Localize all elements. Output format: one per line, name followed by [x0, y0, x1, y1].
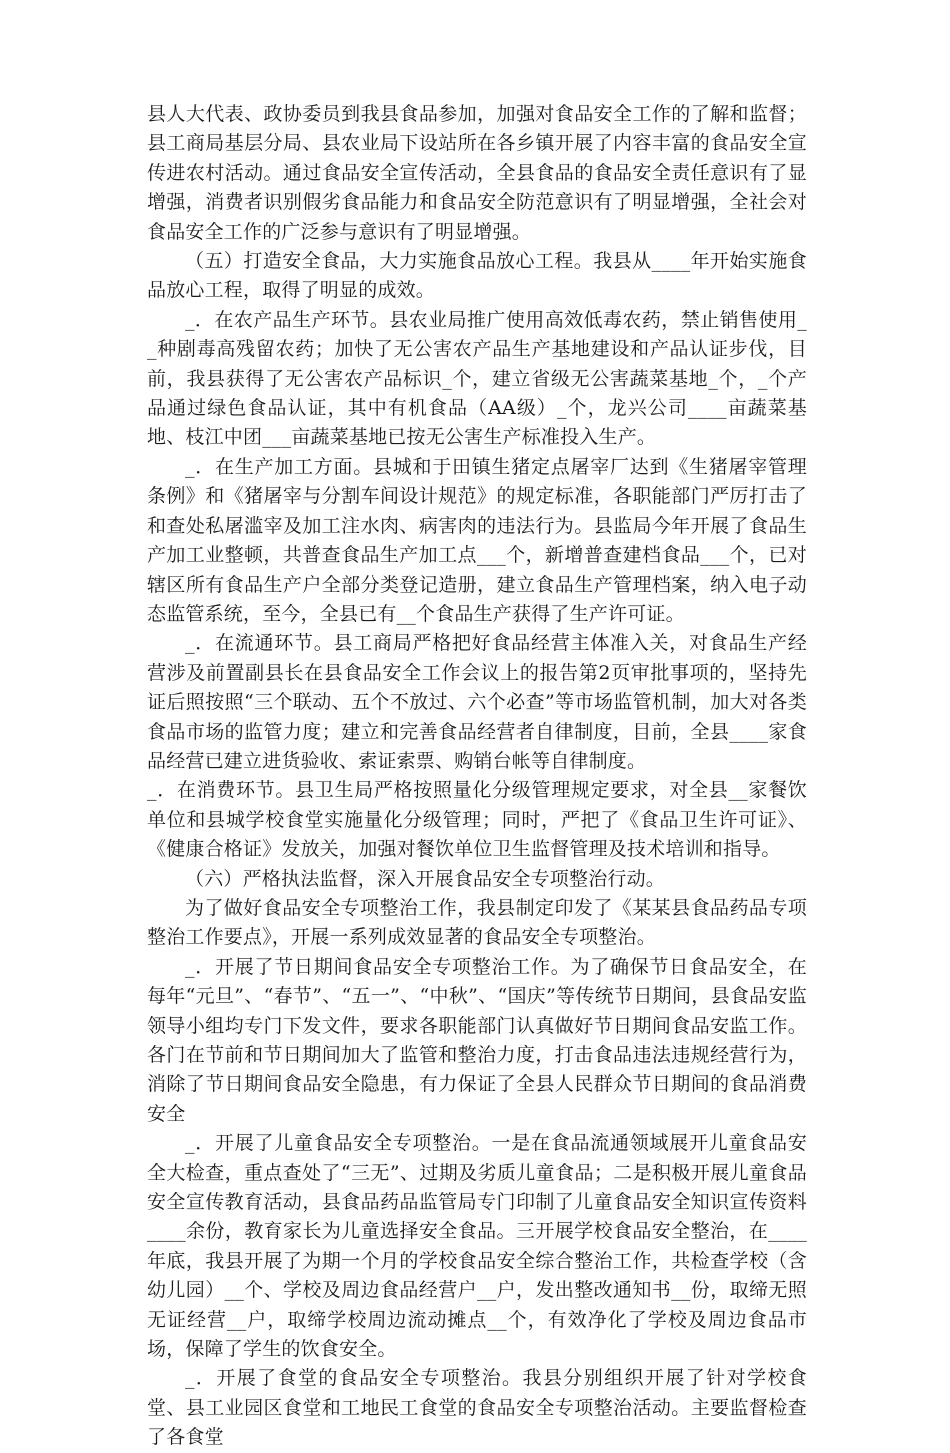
paragraph-consumption: _．在消费环节。县卫生局严格按照量化分级管理规定要求，对全县__家餐饮单位和县城学校食堂实施量化分级管理；同时，严把了《食品卫生许可证》、《健康合格证》发放关，加强对餐饮单位卫生监督管理及技术培训和指导。: [147, 779, 807, 861]
paragraph-agricultural-production: _．在农产品生产环节。县农业局推广使用高效低毒农药，禁止销售使用__种剧毒高残留农药；加快了无公害农产品生产基地建设和产品认证步伐，目前，我县获得了无公害农产品标识_个，建立省级无公害蔬菜基地_个，_个产品通过绿色食品认证，其中有机食品（AA级）_个，龙兴公司____亩蔬菜基地、枝江中团___亩蔬菜基地已按无公害生产标准投入生产。: [147, 308, 807, 449]
paragraph-special-rectification-intro: 为了做好食品安全专项整治工作，我县制定印发了《某某县食品药品专项整治工作要点》，开展一系列成效显著的食品安全专项整治。: [147, 896, 807, 949]
document-body: [147, 100, 807, 1453]
paragraph-publicity-summary: 县人大代表、政协委员到我县食品参加，加强对食品安全工作的了解和监督；县工商局基层分局、县农业局下设站所在各乡镇开展了内容丰富的食品安全宣传进农村活动。通过食品安全宣传活动，全县食品的食品安全责任意识有了显增强，消费者识别假劣食品能力和食品安全防范意识有了明显增强，全社会对食品安全工作的广泛参与意识有了明显增强。: [147, 103, 807, 243]
paragraph-holiday-rectification: _．开展了节日期间食品安全专项整治工作。为了确保节日食品安全，在每年“元旦”、“春节”、“五一”、“中秋”、“国庆”等传统节日期间，县食品安监领导小组均专门下发文件，要求各职能部门认真做好节日期间食品安监工作。各门在节前和节日期间加大了监管和整治力度，打击食品违法违规经营行为，消除了节日期间食品安全隐患，有力保证了全县人民群众节日期间的食品消费安全: [147, 955, 807, 1125]
paragraph-section-five-heading: （五）打造安全食品，大力实施食品放心工程。我县从____年开始实施食品放心工程，取得了明显的成效。: [147, 250, 807, 302]
paragraph-circulation: _．在流通环节。县工商局严格把好食品经营主体准入关，对食品生产经营涉及前置副县长在县食品安全工作会议上的报告第2页审批事项的，坚持先证后照按照“三个联动、五个不放过、六个必查”等市场监管机制，加大对各类食品市场的监管力度；建立和完善食品经营者自律制度，目前，全县____家食品经营已建立进货验收、索证索票、购销台帐等自律制度。: [147, 632, 807, 772]
paragraph-section-six-heading: （六）严格执法监督，深入开展食品安全专项整治行动。: [185, 867, 666, 890]
paragraph-canteen: _．开展了食堂的食品安全专项整治。我县分别组织开展了针对学校食堂、县工业园区食堂和工地民工食堂的食品安全专项整治活动。主要监督检查了各食堂: [147, 1367, 807, 1449]
paragraph-children-food: _．开展了儿童食品安全专项整治。一是在食品流通领域展开儿童食品安全大检查，重点查处了“三无”、过期及劣质儿童食品；二是积极开展儿童食品安全宣传教育活动，县食品药品监管局专门印制了儿童食品安全知识宣传资料____余份，教育家长为儿童选择安全食品。三开展学校食品安全整治，在____年底，我县开展了为期一个月的学校食品安全综合整治工作，共检查学校（含幼儿园）__个、学校及周边食品经营户__户，发出整改通知书__份，取缔无照无证经营__户，取缔学校周边流动摊点__个，有效净化了学校及周边食品市场，保障了学生的饮食安全。: [147, 1132, 807, 1361]
paragraph-processing: _．在生产加工方面。县城和于田镇生猪定点屠宰厂达到《生猪屠宰管理条例》和《猪屠宰与分割车间设计规范》的规定标准，各职能部门严厉打击了和查处私屠滥宰及加工注水肉、病害肉的违法行为。县监局今年开展了食品生产加工业整顿，共普查食品生产加工点___个，新增普查建档食品___个，已对辖区所有食品生产户全部分类登记造册，建立食品生产管理档案，纳入电子动态监管系统，至今，全县已有__个食品生产获得了生产许可证。: [147, 455, 807, 625]
